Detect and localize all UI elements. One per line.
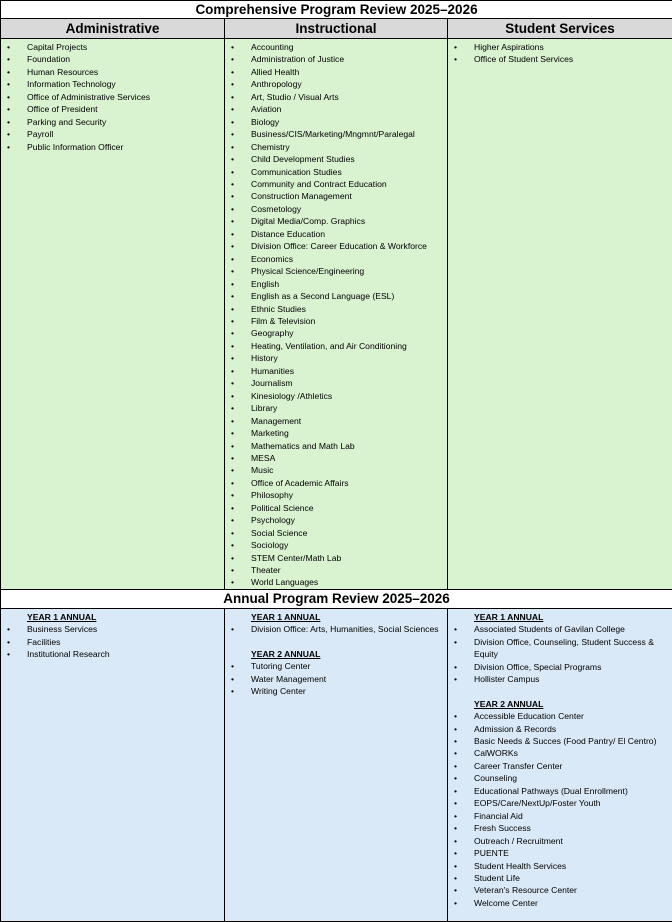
- list-item: • Business Services: [1, 623, 224, 635]
- list-item: • Film & Television: [225, 315, 447, 327]
- list-item: • Allied Health: [225, 66, 447, 78]
- list-item: • Institutional Research: [1, 648, 224, 660]
- list-item: • Philosophy: [225, 489, 447, 501]
- list-item: • Counseling: [448, 772, 672, 784]
- list-item: • Marketing: [225, 427, 447, 439]
- list-item: • Music: [225, 464, 447, 476]
- list-item: • Sociology: [225, 539, 447, 551]
- comprehensive-instructional-list: [225, 39, 447, 589]
- list-item: • Child Development Studies: [225, 153, 447, 165]
- list-item: • Cosmetology: [225, 203, 447, 215]
- list-item: • Psychology: [225, 514, 447, 526]
- year2-heading: YEAR 2 ANNUAL: [225, 648, 447, 660]
- list-item: • Office of Administrative Services: [1, 91, 224, 103]
- list-item: • Physical Science/Engineering: [225, 265, 447, 277]
- column-header-student-services: Student Services: [448, 19, 672, 39]
- annual-student-services-year1-list: [448, 623, 672, 685]
- list-item: • Construction Management: [225, 190, 447, 202]
- list-item: • Chemistry: [225, 141, 447, 153]
- column-header-row: [1, 19, 672, 39]
- comprehensive-title: Comprehensive Program Review 2025–2026: [1, 1, 672, 19]
- list-item: • Foundation: [1, 53, 224, 65]
- annual-student-services-year2-list: [448, 710, 672, 909]
- list-item: • Water Management: [225, 673, 447, 685]
- list-item: • Biology: [225, 116, 447, 128]
- list-item: • Accounting: [225, 41, 447, 53]
- list-item: • English as a Second Language (ESL): [225, 290, 447, 302]
- list-item: • Office of Student Services: [448, 53, 672, 65]
- list-item: • Theater: [225, 564, 447, 576]
- list-item: • Division Office: Arts, Humanities, Social Sciences: [225, 623, 447, 635]
- list-item: • Human Resources: [1, 66, 224, 78]
- annual-administrative-year1-list: [1, 623, 224, 660]
- list-item: • Veteran's Resource Center: [448, 884, 672, 896]
- list-item: • History: [225, 352, 447, 364]
- list-item: • Payroll: [1, 128, 224, 140]
- list-item: • Tutoring Center: [225, 660, 447, 672]
- list-item: • Parking and Security: [1, 116, 224, 128]
- list-item: • Associated Students of Gavilan College: [448, 623, 672, 635]
- list-item: • Office of Academic Affairs: [225, 477, 447, 489]
- list-item: • Capital Projects: [1, 41, 224, 53]
- list-item: • EOPS/Care/NextUp/Foster Youth: [448, 797, 672, 809]
- column-header-administrative: Administrative: [1, 19, 225, 39]
- list-item: • Information Technology: [1, 78, 224, 90]
- list-item: • Higher Aspirations: [448, 41, 672, 53]
- list-item: • Writing Center: [225, 685, 447, 697]
- list-item: • Business/CIS/Marketing/Mngmnt/Paralegal: [225, 128, 447, 140]
- list-item: • Ethnic Studies: [225, 303, 447, 315]
- list-item: • Heating, Ventilation, and Air Conditioning: [225, 340, 447, 352]
- list-item: • Mathematics and Math Lab: [225, 440, 447, 452]
- list-item: • STEM Center/Math Lab: [225, 552, 447, 564]
- list-item: • Political Science: [225, 502, 447, 514]
- list-item: • Division Office, Counseling, Student Success & Equity: [448, 636, 672, 661]
- list-item: • English: [225, 278, 447, 290]
- list-item: • Outreach / Recruitment: [448, 835, 672, 847]
- list-item: • Humanities: [225, 365, 447, 377]
- comprehensive-instructional-cell: [225, 39, 448, 590]
- annual-instructional-year1-list: [225, 623, 447, 635]
- comprehensive-administrative-cell: [1, 39, 225, 590]
- list-item: • Welcome Center: [448, 897, 672, 909]
- list-item: • MESA: [225, 452, 447, 464]
- list-item: • Division Office: Career Education & Workforce: [225, 240, 447, 252]
- list-item: • Library: [225, 402, 447, 414]
- list-item: • Accessible Education Center: [448, 710, 672, 722]
- comprehensive-administrative-list: [1, 39, 224, 153]
- list-item: • Educational Pathways (Dual Enrollment): [448, 785, 672, 797]
- year1-heading: YEAR 1 ANNUAL: [448, 611, 672, 623]
- list-item: • Basic Needs & Succes (Food Pantry/ El Centro): [448, 735, 672, 747]
- list-item: • Fresh Success: [448, 822, 672, 834]
- list-item: • Communication Studies: [225, 166, 447, 178]
- year2-heading: YEAR 2 ANNUAL: [448, 698, 672, 710]
- comprehensive-student-services-cell: [448, 39, 672, 590]
- year1-heading: YEAR 1 ANNUAL: [1, 611, 224, 623]
- list-item: • Student Health Services: [448, 860, 672, 872]
- list-item: • Division Office, Special Programs: [448, 661, 672, 673]
- list-item: • Journalism: [225, 377, 447, 389]
- annual-title: Annual Program Review 2025–2026: [1, 589, 672, 608]
- list-item: • Student Life: [448, 872, 672, 884]
- annual-instructional-cell: [225, 608, 448, 921]
- comprehensive-title-row: [1, 1, 672, 19]
- column-header-instructional: Instructional: [225, 19, 448, 39]
- list-item: • Art, Studio / Visual Arts: [225, 91, 447, 103]
- list-item: • Facilities: [1, 636, 224, 648]
- list-item: • Social Science: [225, 527, 447, 539]
- comprehensive-student-services-list: [448, 39, 672, 66]
- list-item: • Aviation: [225, 103, 447, 115]
- list-item: • Office of President: [1, 103, 224, 115]
- list-item: • Anthropology: [225, 78, 447, 90]
- comprehensive-row: [1, 39, 672, 590]
- list-item: • Geography: [225, 327, 447, 339]
- list-item: • Community and Contract Education: [225, 178, 447, 190]
- list-item: • Admission & Records: [448, 723, 672, 735]
- annual-administrative-cell: [1, 608, 225, 921]
- annual-title-row: [1, 589, 672, 608]
- list-item: • CalWORKs: [448, 747, 672, 759]
- annual-row: [1, 608, 672, 921]
- year1-heading: YEAR 1 ANNUAL: [225, 611, 447, 623]
- list-item: • Career Transfer Center: [448, 760, 672, 772]
- list-item: • World Languages: [225, 576, 447, 588]
- list-item: • Hollister Campus: [448, 673, 672, 685]
- list-item: • Administration of Justice: [225, 53, 447, 65]
- list-item: • Financial Aid: [448, 810, 672, 822]
- annual-student-services-cell: [448, 608, 672, 921]
- list-item: • Kinesiology /Athletics: [225, 390, 447, 402]
- annual-instructional-year2-list: [225, 660, 447, 697]
- list-item: • Management: [225, 415, 447, 427]
- list-item: • Economics: [225, 253, 447, 265]
- list-item: • PUENTE: [448, 847, 672, 859]
- list-item: • Distance Education: [225, 228, 447, 240]
- list-item: • Digital Media/Comp. Graphics: [225, 215, 447, 227]
- list-item: • Public Information Officer: [1, 141, 224, 153]
